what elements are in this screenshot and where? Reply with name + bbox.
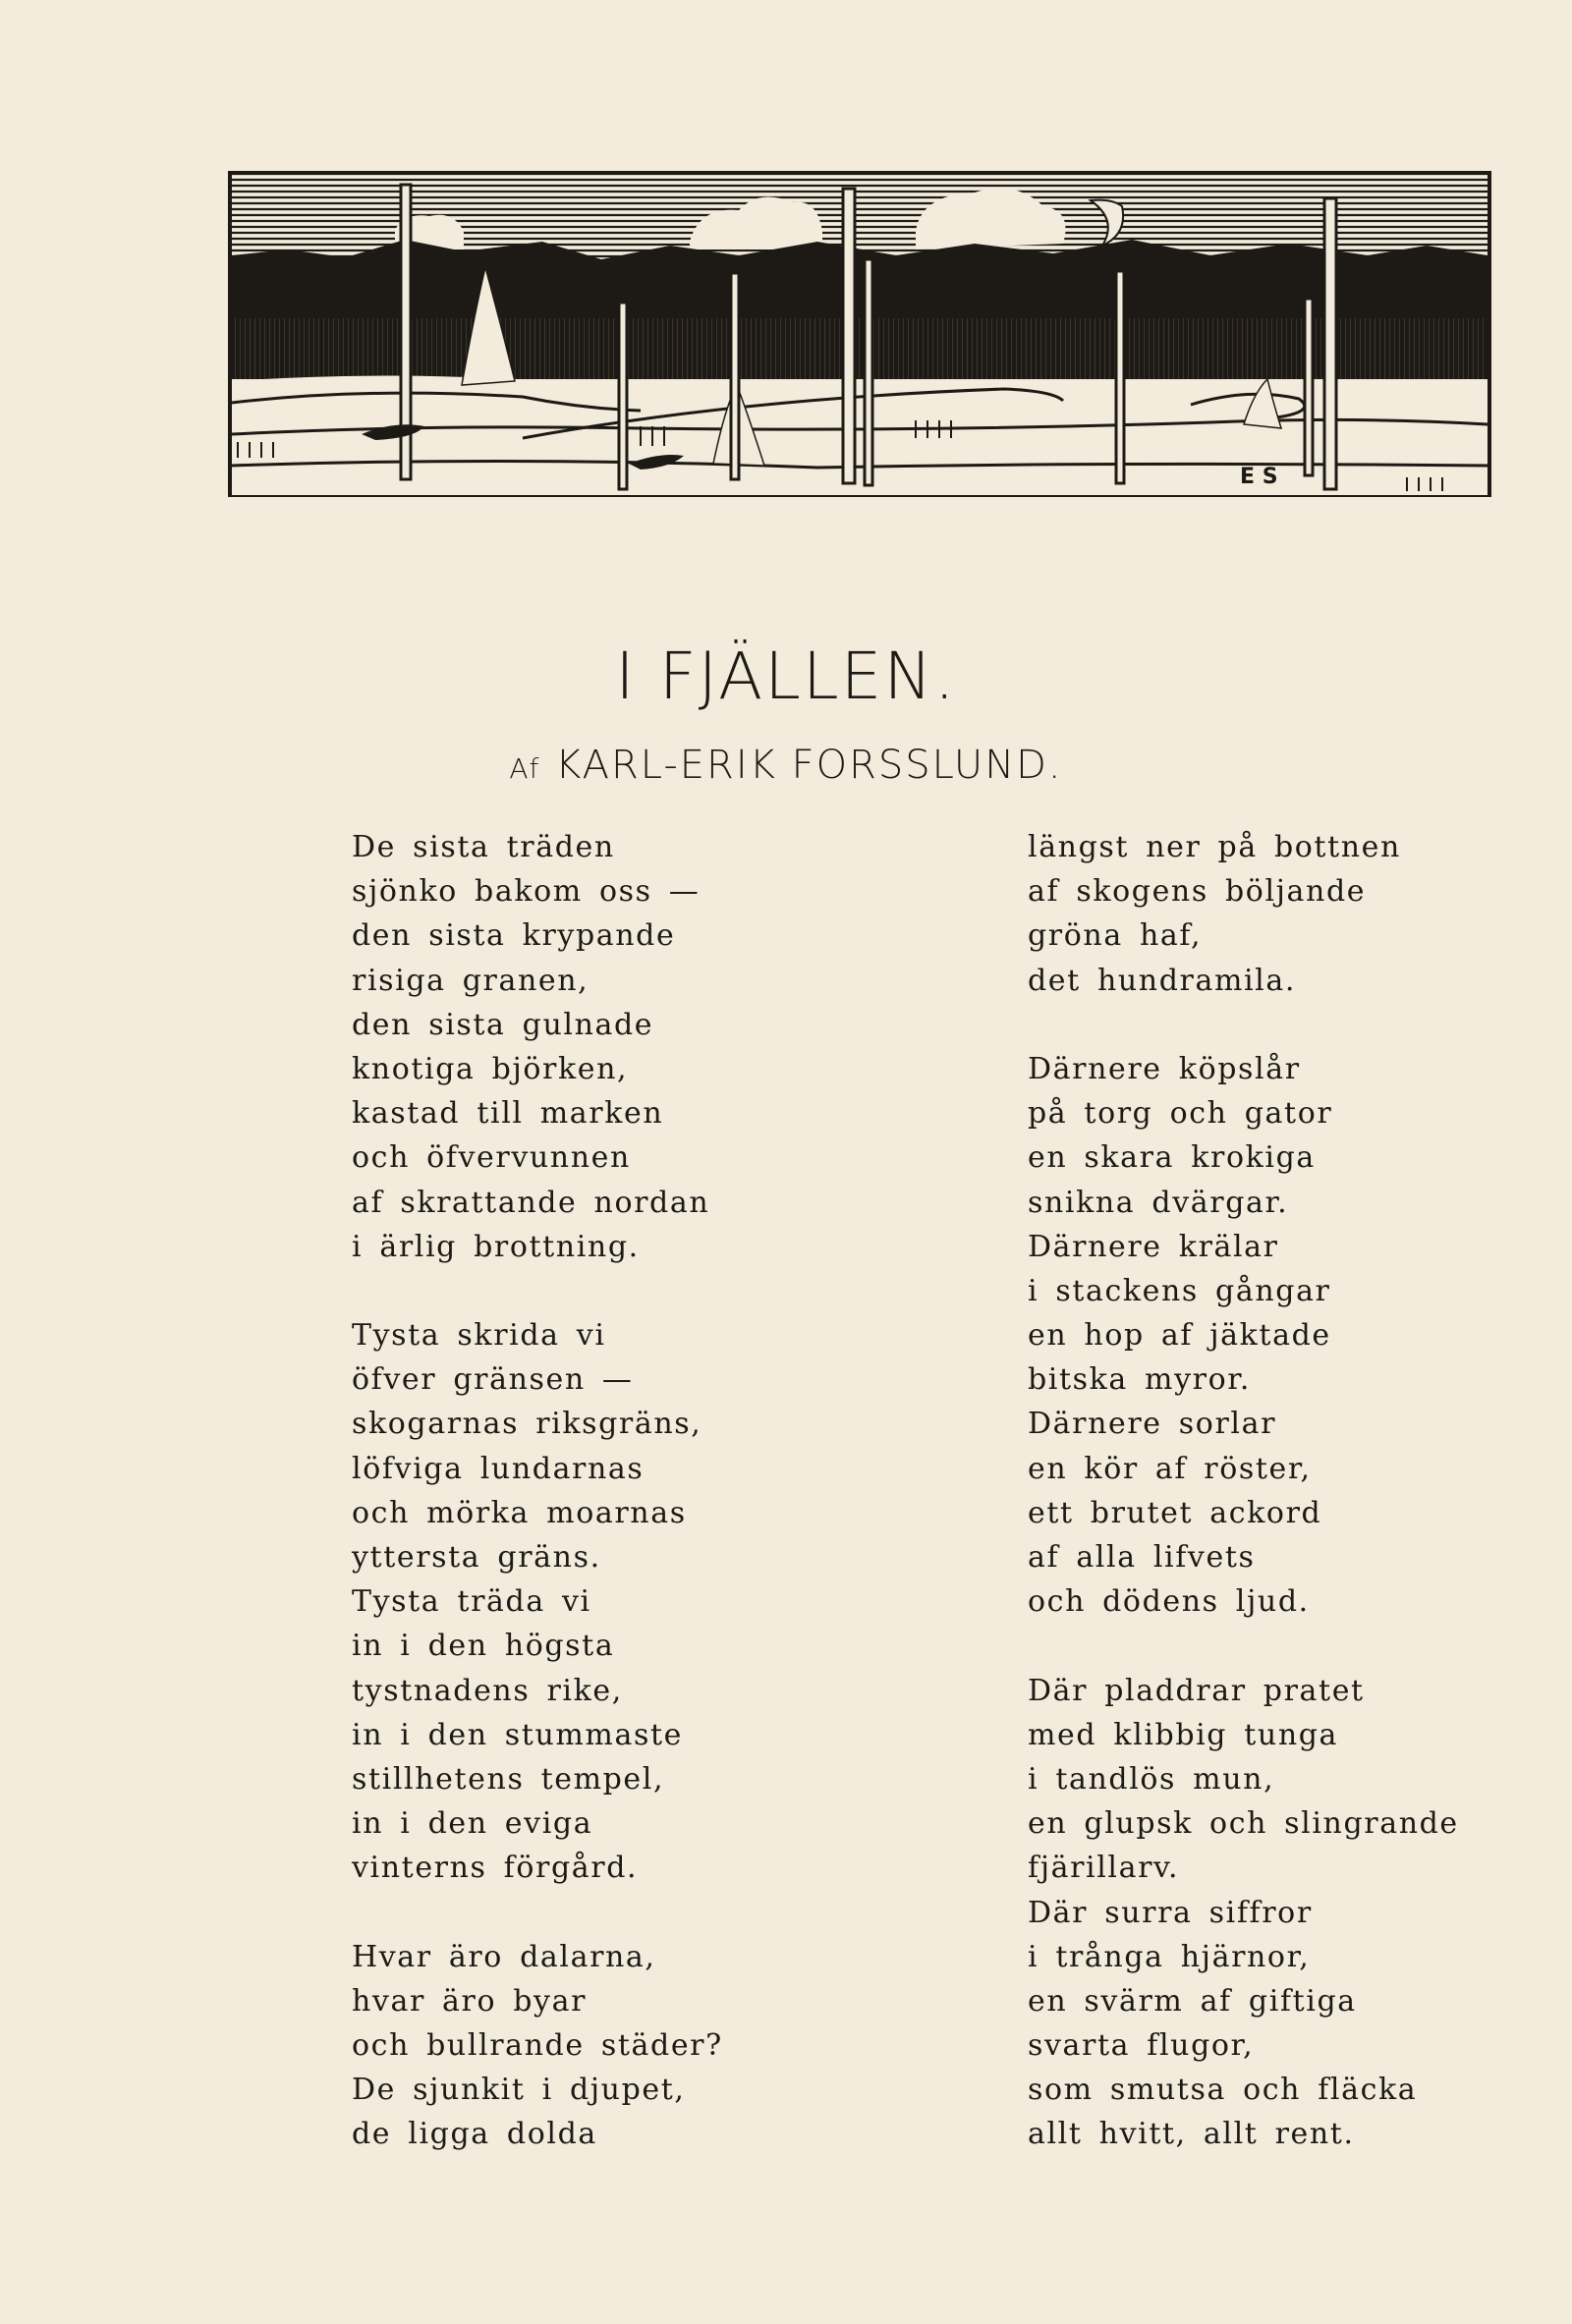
poem-line: den sista gulnade xyxy=(352,1007,654,1042)
poem-line: de ligga dolda xyxy=(352,2117,597,2152)
poem-column-left xyxy=(352,825,723,2201)
poem-line: De sista träden xyxy=(352,830,615,864)
poem-line: ett brutet ackord xyxy=(1028,1495,1322,1530)
byline-prefix: Af xyxy=(509,752,541,785)
poem-line: De sjunkit i djupet, xyxy=(352,2073,686,2108)
poem-line: i ärlig brottning. xyxy=(352,1229,640,1264)
poem-line: Där pladdrar pratet xyxy=(1028,1673,1365,1708)
poem-stanza xyxy=(352,1935,723,2157)
poem-line: bitska myror. xyxy=(1028,1362,1252,1398)
poem-line: Därnere sorlar xyxy=(1028,1407,1277,1442)
poem-line: in i den eviga xyxy=(352,1806,593,1842)
poem-line: en kör af röster, xyxy=(1028,1451,1312,1486)
poem-line: och bullrande städer? xyxy=(352,2028,723,2064)
poem-line: i stackens gångar xyxy=(1028,1273,1331,1308)
poem-line: kastad till marken xyxy=(352,1096,664,1132)
poem-line: en svärm af giftiga xyxy=(1028,1983,1357,2019)
poem-line: löfviga lundarnas xyxy=(352,1451,645,1486)
poem-line: en hop af jäktade xyxy=(1028,1318,1331,1354)
poem-line: och öfvervunnen xyxy=(352,1140,631,1176)
poem-line: Tysta träda vi xyxy=(352,1584,591,1620)
byline-author: KARL-ERIK FORSSLUND. xyxy=(555,743,1063,788)
poem-line: skogarnas riksgräns, xyxy=(352,1407,702,1442)
poem-stanza xyxy=(1028,1047,1459,1624)
poem-line: hvar äro byar xyxy=(352,1983,588,2019)
poem-line: tystnadens rike, xyxy=(352,1673,623,1708)
poem-line: af skrattande nordan xyxy=(352,1185,710,1220)
poem-line: allt hvitt, allt rent. xyxy=(1028,2117,1355,2152)
poem-line: sjönko bakom oss — xyxy=(352,874,701,910)
poem-stanza xyxy=(1028,1669,1459,2157)
poem-line: risiga granen, xyxy=(352,963,590,998)
poem-line: Där surra siffror xyxy=(1028,1895,1313,1930)
poem-stanza xyxy=(352,825,723,1269)
poem-line: den sista krypande xyxy=(352,918,676,954)
poem-line: yttersta gräns. xyxy=(352,1540,601,1575)
poem-line: stillhetens tempel, xyxy=(352,1761,665,1797)
poem-line: Tysta skrida vi xyxy=(352,1318,606,1354)
poem-line: längst ner på bottnen xyxy=(1028,830,1401,864)
poem-line: knotiga björken, xyxy=(352,1051,629,1086)
poem-line: snikna dvärgar. xyxy=(1028,1185,1289,1220)
mountain-landscape-vignette xyxy=(228,171,1491,497)
poem-line: med klibbig tunga xyxy=(1028,1717,1339,1752)
poem-line: in i den stummaste xyxy=(352,1717,683,1752)
poem-title: I FJÄLLEN. xyxy=(615,638,957,714)
poem-line: vinterns förgård. xyxy=(352,1851,639,1886)
poem-column-right xyxy=(1028,825,1459,2201)
vignette-drawing xyxy=(228,171,1491,497)
poem-line: Därnere köpslår xyxy=(1028,1051,1301,1086)
poem-line: en skara krokiga xyxy=(1028,1140,1316,1176)
poem-line: i trånga hjärnor, xyxy=(1028,1939,1311,1974)
poem-line: in i den högsta xyxy=(352,1629,615,1664)
poem-line: och dödens ljud. xyxy=(1028,1584,1310,1620)
poem-line: af skogens böljande xyxy=(1028,874,1367,910)
poem-line: i tandlös mun, xyxy=(1028,1761,1275,1797)
poem-stanza xyxy=(1028,825,1459,1003)
poem-line: af alla lifvets xyxy=(1028,1540,1256,1575)
poem-line: på torg och gator xyxy=(1028,1096,1333,1132)
poem-line: en glupsk och slingrande xyxy=(1028,1806,1459,1842)
poem-line: fjärillarv. xyxy=(1028,1851,1180,1886)
poem-line: Därnere krälar xyxy=(1028,1229,1279,1264)
poem-line: gröna haf, xyxy=(1028,918,1203,954)
artist-monogram: E S xyxy=(1240,465,1278,489)
poem-byline xyxy=(0,743,1572,788)
poem-line: och mörka moarnas xyxy=(352,1495,687,1530)
poem-stanza xyxy=(352,1313,723,1890)
poem-line: Hvar äro dalarna, xyxy=(352,1939,656,1974)
poem-line: som smutsa och fläcka xyxy=(1028,2073,1418,2108)
poem-line: svarta flugor, xyxy=(1028,2028,1255,2064)
poem-line: det hundramila. xyxy=(1028,963,1297,998)
poem-line: öfver gränsen — xyxy=(352,1362,634,1398)
